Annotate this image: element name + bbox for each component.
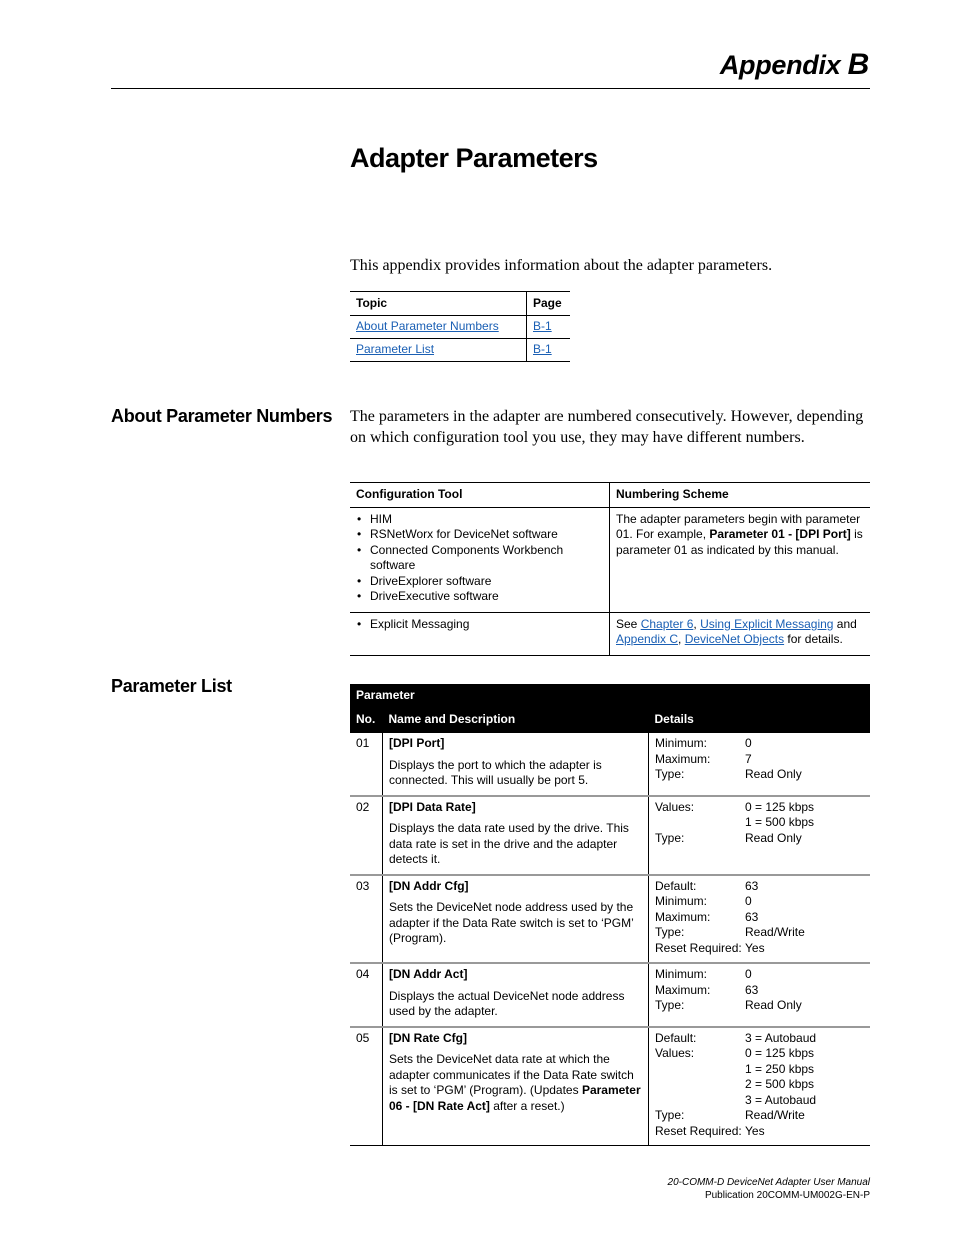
detail-value: Yes: [745, 940, 765, 955]
numbering-scheme-header: Numbering Scheme: [610, 483, 871, 508]
appendix-heading: [720, 48, 869, 82]
scheme-param-ref: Parameter 01 - [DPI Port]: [709, 527, 851, 541]
detail-value: Yes: [745, 1123, 765, 1138]
param-no: 02: [350, 796, 383, 875]
detail-label: Type:: [655, 925, 685, 939]
detail-value: 63: [745, 982, 759, 997]
param-no: 05: [350, 1027, 383, 1146]
detail-value: 0 = 125 kbps: [745, 799, 815, 814]
detail-label: Minimum:: [655, 967, 708, 981]
param-description: Displays the port to which the adapter is connected. This will usually be port 5.: [389, 757, 602, 787]
detail-label: Values:: [655, 799, 695, 814]
param-details: [655, 879, 864, 957]
detail-value: 0 = 125 kbps: [745, 1046, 815, 1060]
see-text: See: [616, 616, 641, 631]
param-name: [DPI Data Rate]: [389, 799, 476, 814]
link-using-explicit-messaging[interactable]: Using Explicit Messaging: [700, 616, 834, 631]
detail-label: Type:: [655, 998, 685, 1012]
param-details: [655, 1031, 864, 1140]
detail-value: 1 = 250 kbps: [745, 1061, 815, 1076]
parameter-group-header: Parameter: [350, 684, 870, 708]
and-text: and: [833, 616, 857, 631]
topic-link-about-parameter-numbers[interactable]: About Parameter Numbers: [356, 318, 499, 333]
topic-header: Topic: [350, 292, 527, 316]
param-description: Displays the actual DeviceNet node address used by the adapter.: [389, 988, 625, 1018]
link-devicenet-objects[interactable]: DeviceNet Objects: [684, 632, 785, 646]
intro-text: This appendix provides information about the adapter parameters.: [350, 257, 773, 274]
table-row: [350, 338, 570, 361]
param-name: [DN Rate Cfg]: [389, 1030, 467, 1045]
page-title: Adapter Parameters: [350, 143, 598, 173]
no-header: No.: [350, 708, 383, 734]
detail-value: 0: [745, 967, 752, 981]
detail-value: 3 = Autobaud: [745, 1030, 817, 1045]
table-row: [350, 507, 870, 612]
detail-label: [655, 1093, 745, 1109]
topic-table: [350, 291, 570, 362]
param-no: 01: [350, 733, 383, 796]
about-paragraph: The parameters in the adapter are numbered consecutively. However, depending on which configuration tool you use, they may have different numbers.: [350, 408, 864, 446]
param-name: [DPI Port]: [389, 736, 445, 750]
detail-value: Read Only: [745, 830, 802, 845]
param-description: Sets the DeviceNet node address used by the adapter if the Data Rate switch is set to ‘PGM’ (Program).: [389, 900, 634, 945]
detail-label: [655, 815, 745, 831]
detail-value: 1 = 500 kbps: [745, 815, 815, 829]
separator: ,: [678, 632, 685, 646]
detail-value: 2 = 500 kbps: [745, 1077, 815, 1091]
desc-param-ref: Parameter 06 - [DN Rate Act]: [389, 1083, 641, 1113]
detail-value: 0: [745, 736, 752, 750]
page-link-about-parameter-numbers[interactable]: B-1: [533, 318, 552, 333]
detail-value: 7: [745, 751, 752, 766]
detail-label: Values:: [655, 1046, 695, 1060]
tool-list: [356, 617, 603, 633]
param-name: [DN Addr Act]: [389, 967, 468, 981]
detail-value: Read/Write: [745, 925, 805, 939]
list-item: • HIM: [370, 512, 603, 528]
list-item: • Explicit Messaging: [370, 617, 603, 633]
detail-value: 63: [745, 909, 759, 924]
detail-label: Reset Required:: [655, 940, 742, 955]
detail-label: Minimum:: [655, 894, 708, 908]
details-header: Details: [649, 708, 871, 734]
detail-label: Maximum:: [655, 909, 711, 924]
scheme-text: The adapter parameters begin with parameter 01. For example,: [616, 511, 861, 541]
desc-text-end: after a reset.): [489, 1098, 565, 1113]
link-chapter-6[interactable]: Chapter 6: [640, 616, 694, 631]
explicit-messaging-text: [610, 612, 871, 655]
table-row: [350, 1027, 870, 1146]
list-item: • RSNetWorx for DeviceNet software: [370, 527, 603, 543]
table-row: [350, 612, 870, 655]
section-heading-parameter-list: Parameter List: [111, 676, 232, 696]
detail-label: Type:: [655, 830, 685, 845]
list-item: • DriveExecutive software: [370, 589, 603, 605]
param-details: [655, 800, 864, 847]
param-no: 04: [350, 963, 383, 1027]
detail-value: Read Only: [745, 767, 802, 781]
list-item: • Connected Components Workbench software: [370, 543, 603, 574]
table-row: [350, 796, 870, 875]
detail-value: 63: [745, 878, 759, 893]
desc-text: Sets the DeviceNet data rate at which the adapter communicates if the Data Rate switch is set to ‘PGM’ (Program). (Updates: [389, 1052, 634, 1097]
detail-value: 3 = Autobaud: [745, 1092, 817, 1107]
list-item: • DriveExplorer software: [370, 574, 603, 590]
param-description: Displays the data rate used by the drive. This data rate is set in the drive and the adapter detects it.: [389, 821, 629, 866]
param-details: [655, 736, 864, 783]
detail-label: Type:: [655, 767, 685, 781]
details-text: for details.: [784, 632, 843, 646]
numbering-scheme-text: [610, 507, 871, 612]
detail-label: Default:: [655, 1030, 697, 1045]
page-header: Page: [527, 292, 571, 316]
header-rule: [111, 88, 870, 89]
footer-manual-title: 20-COMM-D DeviceNet Adapter User Manual: [667, 1177, 870, 1188]
param-name: [DN Addr Cfg]: [389, 878, 469, 893]
detail-label: Type:: [655, 1108, 685, 1122]
detail-label: Maximum:: [655, 982, 711, 997]
detail-label: Reset Required:: [655, 1123, 742, 1138]
detail-value: Read Only: [745, 998, 802, 1012]
param-description: [389, 1052, 642, 1114]
name-description-header: Name and Description: [383, 708, 649, 734]
param-details: [655, 967, 864, 1014]
separator: ,: [693, 616, 701, 631]
footer-publication: Publication 20COMM-UM002G-EN-P: [704, 1190, 870, 1201]
detail-value: Read/Write: [745, 1108, 805, 1122]
table-row: [350, 733, 870, 796]
page-link-parameter-list[interactable]: B-1: [533, 341, 552, 356]
parameter-table: [350, 684, 870, 1146]
appendix-letter: B: [847, 48, 869, 81]
detail-label: [655, 1062, 745, 1078]
table-row: [350, 963, 870, 1027]
section-heading-about-parameter-numbers: About Parameter Numbers: [111, 406, 333, 426]
detail-label: Default:: [655, 878, 697, 893]
detail-label: Maximum:: [655, 751, 711, 766]
appendix-word: Appendix: [719, 50, 841, 80]
scheme-text-end: is parameter 01 as indicated by this manual.: [616, 527, 863, 557]
detail-label: Minimum:: [655, 736, 708, 750]
param-no: 03: [350, 875, 383, 964]
topic-link-parameter-list[interactable]: Parameter List: [356, 341, 435, 356]
table-row: [350, 315, 570, 338]
config-table: [350, 482, 870, 656]
link-appendix-c[interactable]: Appendix C: [616, 632, 679, 646]
table-row: [350, 875, 870, 964]
config-tool-header: Configuration Tool: [350, 483, 610, 508]
detail-label: [655, 1077, 745, 1093]
detail-value: 0: [745, 894, 752, 908]
tool-list: [356, 512, 603, 605]
